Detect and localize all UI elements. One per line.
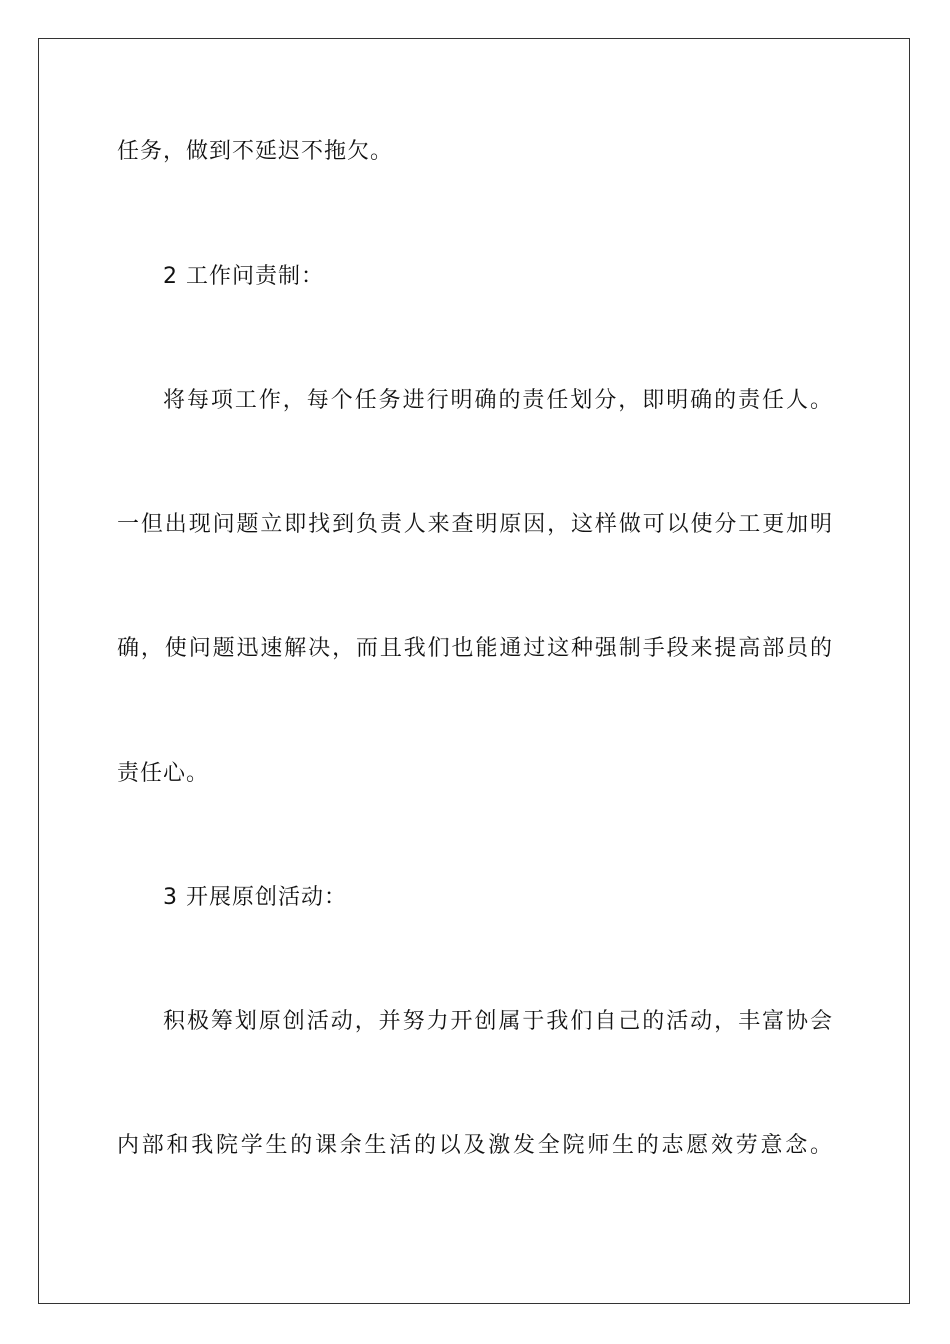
text-line: 一但出现问题立即找到负责人来查明原因，这样做可以使分工更加明: [117, 512, 833, 537]
text-line: 内部和我院学生的课余生活的以及激发全院师生的志愿效劳意念。: [117, 1133, 833, 1158]
text-line: 责任心。: [117, 761, 210, 786]
page-border: [38, 38, 910, 1304]
section-heading: 2 工作问责制：: [163, 264, 324, 289]
text-line: 将每项工作，每个任务进行明确的责任划分，即明确的责任人。: [163, 388, 833, 413]
text-line: 确，使问题迅速解决，而且我们也能通过这种强制手段来提高部员的: [117, 636, 833, 661]
text-line: 积极筹划原创活动，并努力开创属于我们自己的活动，丰富协会: [163, 1009, 833, 1034]
text-line: 任务，做到不延迟不拖欠。: [117, 139, 394, 164]
section-heading: 3 开展原创活动：: [163, 885, 347, 910]
